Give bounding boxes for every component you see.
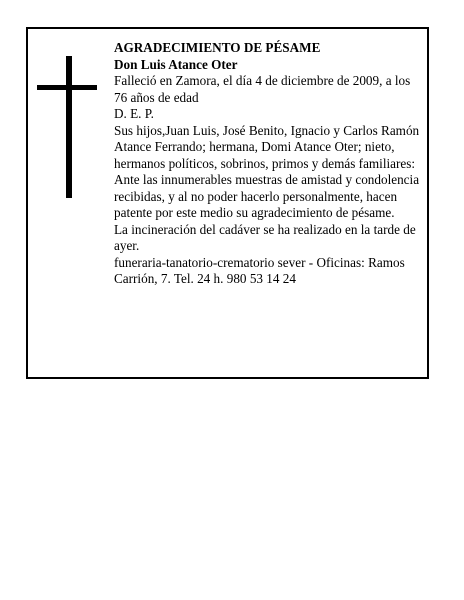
deceased-name: Don Luis Atance Oter — [114, 56, 238, 72]
funeral-home-info: funeraria-tanatorio-crematorio sever - Oficinas: Ramos Carrión, 7. Tel. 24 h. 980 53 14 24 — [114, 254, 405, 286]
cross-icon — [66, 56, 72, 198]
rip-text: D. E. P. — [114, 106, 154, 121]
family-list: Sus hijos,Juan Luis, José Benito, Ignacio y Carlos Ramón Atance Ferrando; hermana, Domi Atance Oter; nieto, hermanos políticos, sobrinos, primos y demás familiares: — [114, 122, 420, 171]
cross-icon-crossbar — [37, 85, 97, 90]
obituary-notice — [26, 27, 429, 379]
notice-heading: AGRADECIMIENTO DE PÉSAME — [114, 40, 321, 55]
cremation-text: La incineración del cadáver se ha realizado en la tarde de ayer. — [114, 221, 416, 253]
notice-text — [114, 40, 424, 288]
death-info: Falleció en Zamora, el día 4 de diciembre de 2009, a los 76 años de edad — [114, 73, 411, 105]
gratitude-text: Ante las innumerables muestras de amistad y condolencia recibidas, y al no poder hacerlo personalmente, hacen patente por este medio su agradecimiento de pésame. — [114, 172, 420, 220]
